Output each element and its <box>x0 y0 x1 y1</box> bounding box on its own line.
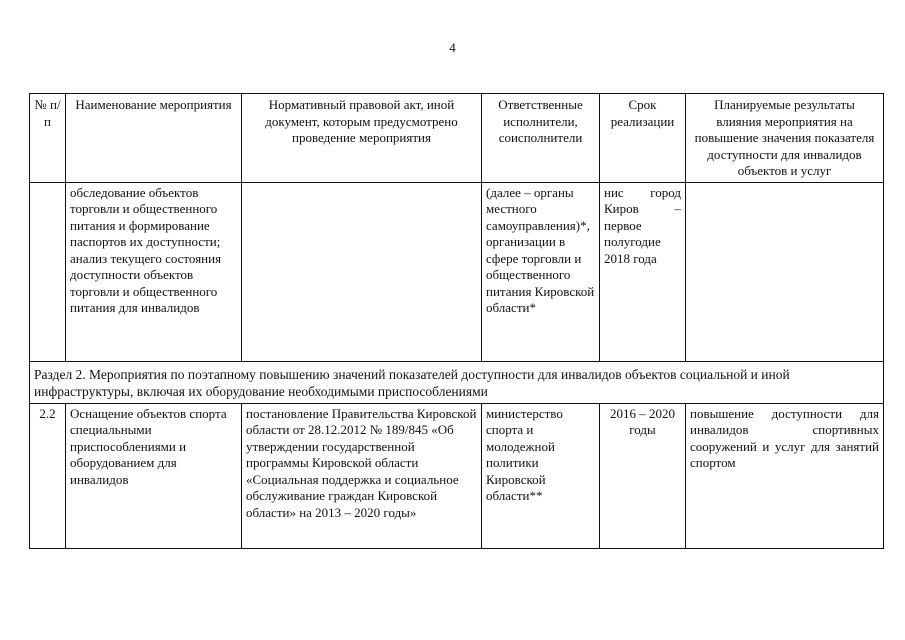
measures-table <box>29 93 884 549</box>
cell-term: 2016 – 2020 годы <box>600 403 686 548</box>
cell-term: нис город Киров – первое полугодие 2018 года <box>600 182 686 361</box>
cell-executors: министерство спорта и молодежной политики Кировской области** <box>482 403 600 548</box>
cell-executors: (далее – органы местного самоуправления)*, организации в сфере торговли и общественного питания Кировской области* <box>482 182 600 361</box>
header-result: Планируемые результаты влияния мероприятия на повышение значения показателя доступности для инвалидов объектов и услуг <box>686 94 884 183</box>
header-row <box>30 94 884 183</box>
section-row <box>30 361 884 403</box>
cell-num <box>30 182 66 361</box>
header-name: Наименование мероприятия <box>66 94 242 183</box>
cell-result <box>686 182 884 361</box>
table-row <box>30 403 884 548</box>
cell-name: Оснащение объектов спорта специальными приспособлениями и оборудованием для инвалидов <box>66 403 242 548</box>
section-title: Раздел 2. Мероприятия по поэтапному повышению значений показателей доступности для инвалидов объектов социальной и иной инфраструктуры, включая их оборудование необходимыми приспособлениями <box>30 361 884 403</box>
table-row <box>30 182 884 361</box>
header-act: Нормативный правовой акт, иной документ, которым предусмотрено проведение мероприятия <box>242 94 482 183</box>
cell-name: обследование объектов торговли и общественного питания и формирование паспортов их доступности; анализ текущего состояния доступности объектов торговли и общественного питания для инвалидов <box>66 182 242 361</box>
cell-act: постановление Правительства Кировской области от 28.12.2012 № 189/845 «Об утверждении государственной программы Кировской области «Социальная поддержка и социальное обслуживание граждан Кировской области» на 2013 – 2020 годы» <box>242 403 482 548</box>
header-executors: Ответственные исполнители, соисполнители <box>482 94 600 183</box>
cell-result: повышение доступности для инвалидов спортивных сооружений и услуг для занятий спортом <box>686 403 884 548</box>
header-num: № п/п <box>30 94 66 183</box>
cell-num: 2.2 <box>30 403 66 548</box>
cell-act <box>242 182 482 361</box>
header-term: Срок реализации <box>600 94 686 183</box>
page-number: 4 <box>449 40 456 55</box>
